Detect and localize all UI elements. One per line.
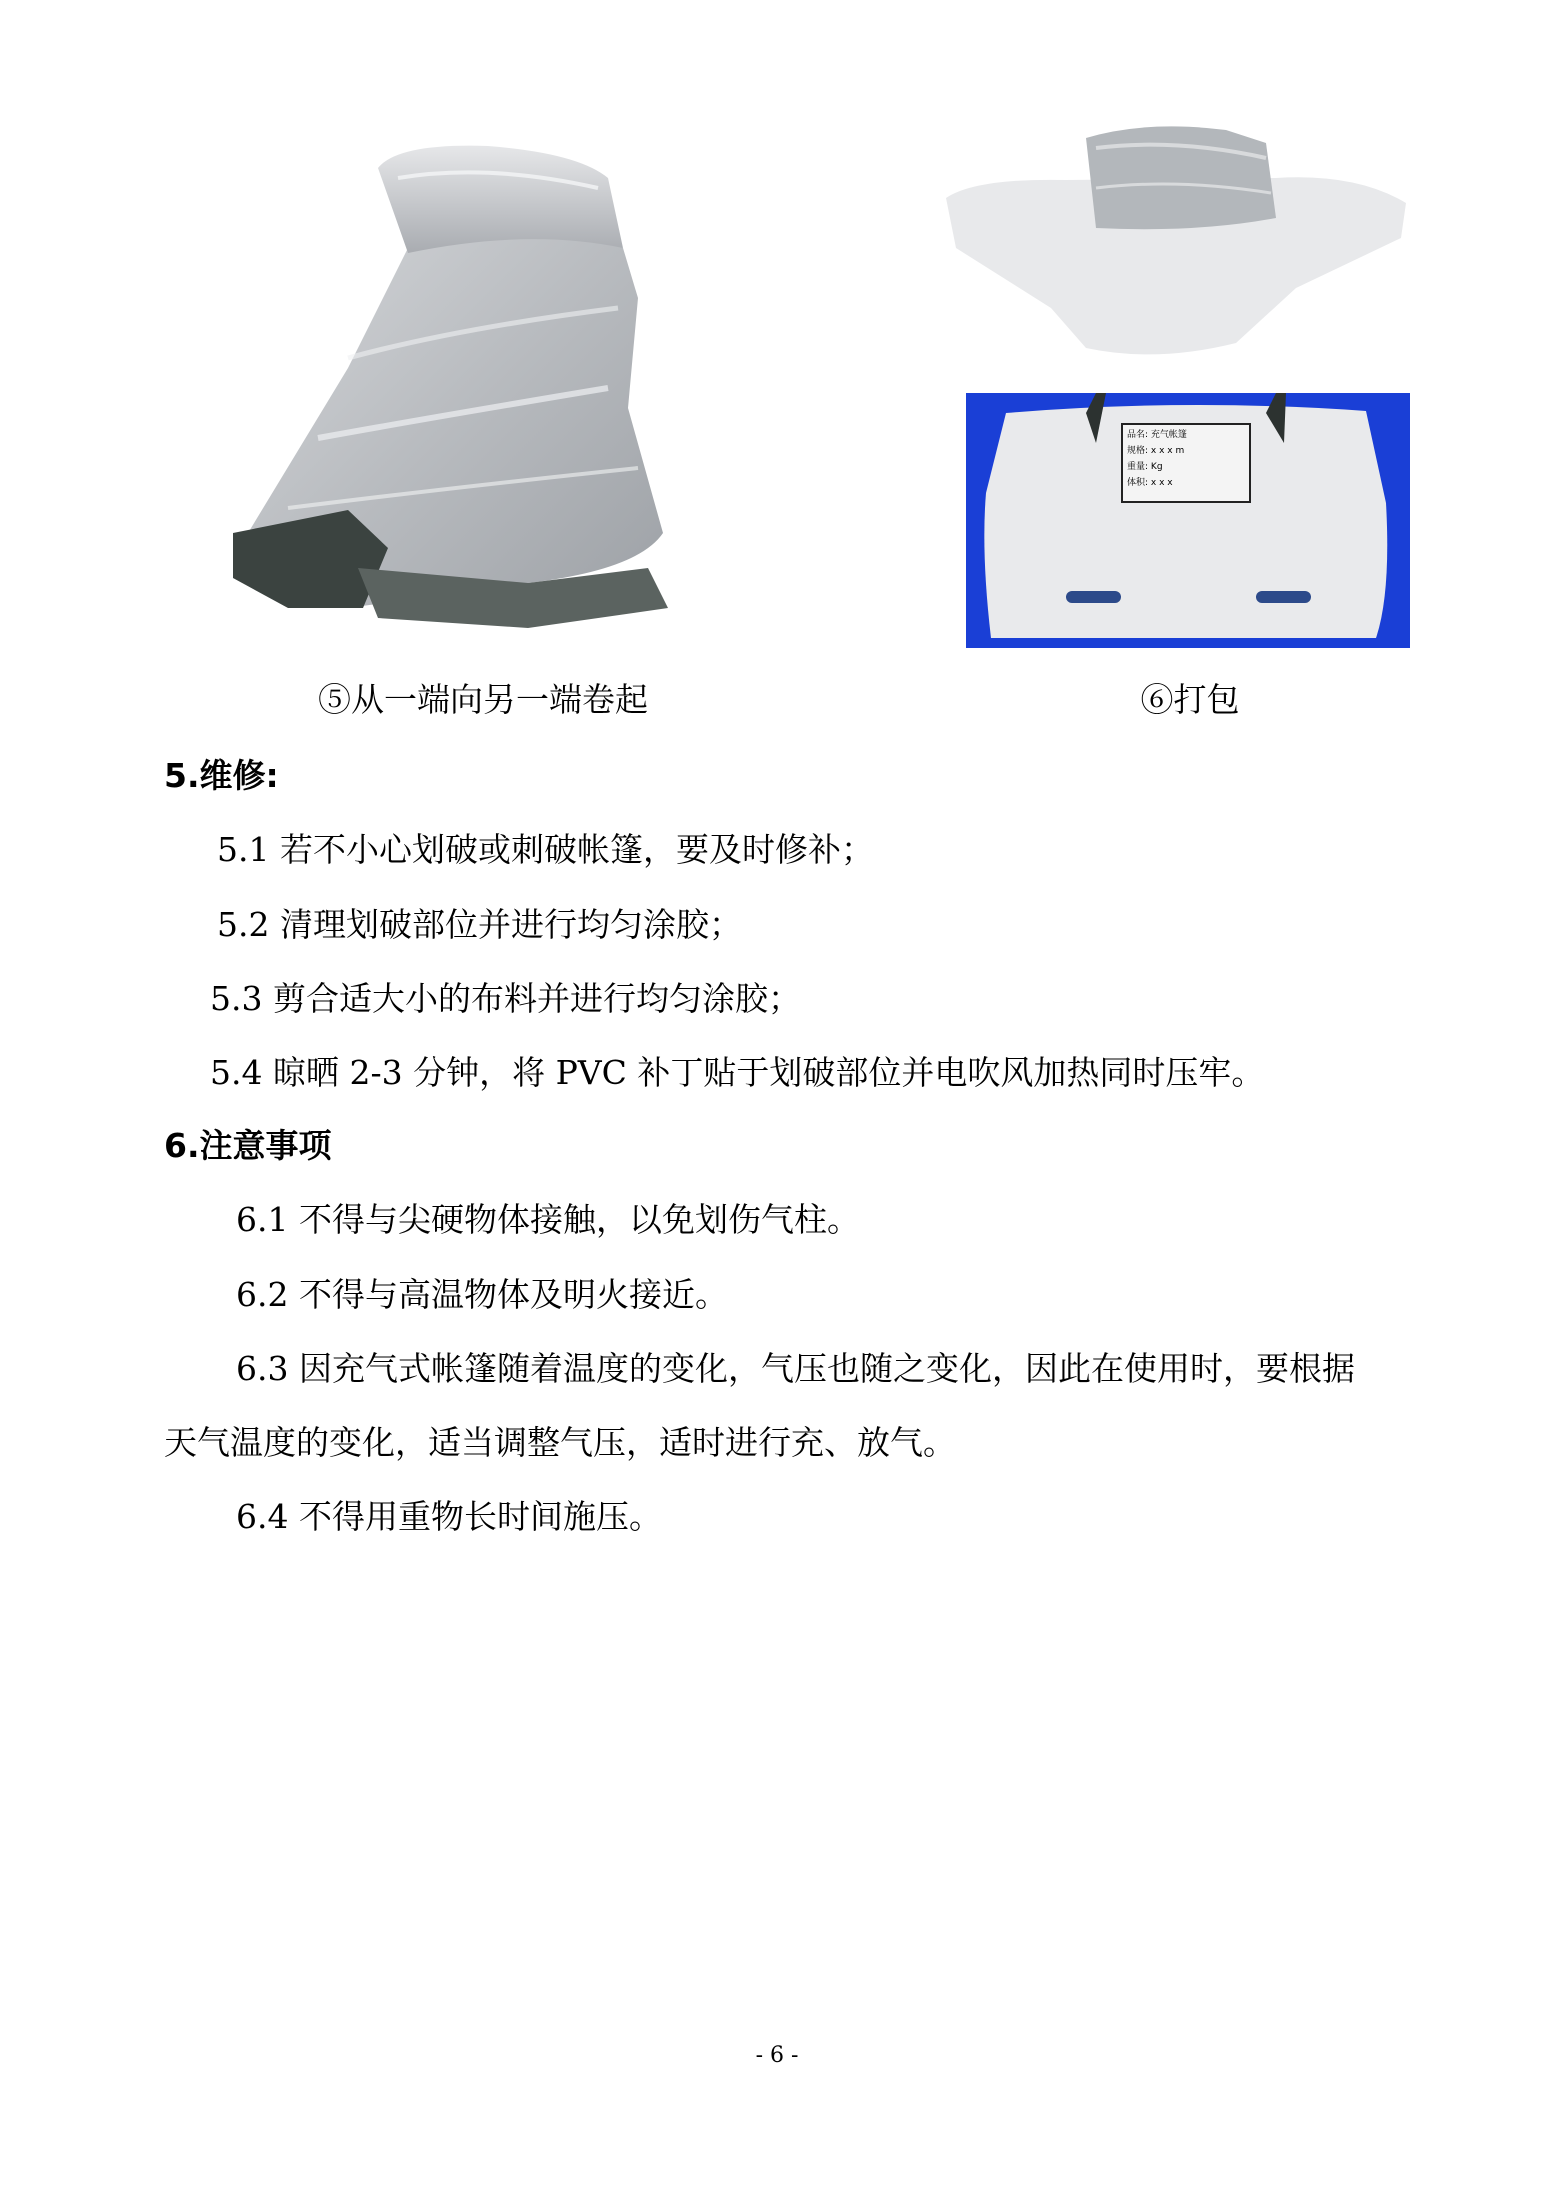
section5-heading: 5.维修: (164, 756, 279, 795)
section6-item: 天气温度的变化，适当调整气压，适时进行充、放气。 (164, 1423, 956, 1462)
section5-item: 5.4 晾晒 2-3 分钟，将 PVC 补丁贴于划破部位并电吹风加热同时压牢。 (210, 1053, 1265, 1092)
section6-item: 6.3 因充气式帐篷随着温度的变化，气压也随之变化，因此在使用时，要根据 (236, 1349, 1355, 1388)
right-figure-caption: ⑥打包 (1140, 680, 1240, 719)
bag-label-row: 规格: x x x m (1127, 446, 1185, 456)
bag-label-row: 体积: x x x (1127, 478, 1173, 488)
bag-label-card (1121, 423, 1251, 503)
section5-item: 5.2 清理划破部位并进行均匀涂胶； (217, 905, 742, 944)
section6-item: 6.1 不得与尖硬物体接触，以免划伤气柱。 (236, 1200, 860, 1239)
section6-item: 6.2 不得与高温物体及明火接近。 (236, 1275, 728, 1314)
rolled-tent-photo-icon (228, 138, 738, 670)
page-number: - 6 - (755, 2043, 799, 2068)
section6-heading: 6.注意事项 (164, 1126, 332, 1165)
bag-label-row: 品名: 充气帐篷 (1127, 430, 1187, 440)
packed-tent-bag-photo (966, 393, 1410, 648)
section5-item: 5.3 剪合适大小的布料并进行均匀涂胶； (210, 979, 801, 1018)
section6-item: 6.4 不得用重物长时间施压。 (236, 1497, 662, 1536)
left-figure-caption: ⑤从一端向另一端卷起 (318, 680, 648, 719)
folded-tent-photo (936, 118, 1416, 368)
bag-label-row: 重量: Kg (1127, 462, 1163, 472)
folded-tent-photo-icon (936, 118, 1416, 368)
section5-item: 5.1 若不小心划破或刺破帐篷，要及时修补； (217, 830, 874, 869)
rolled-tent-photo (228, 138, 738, 670)
